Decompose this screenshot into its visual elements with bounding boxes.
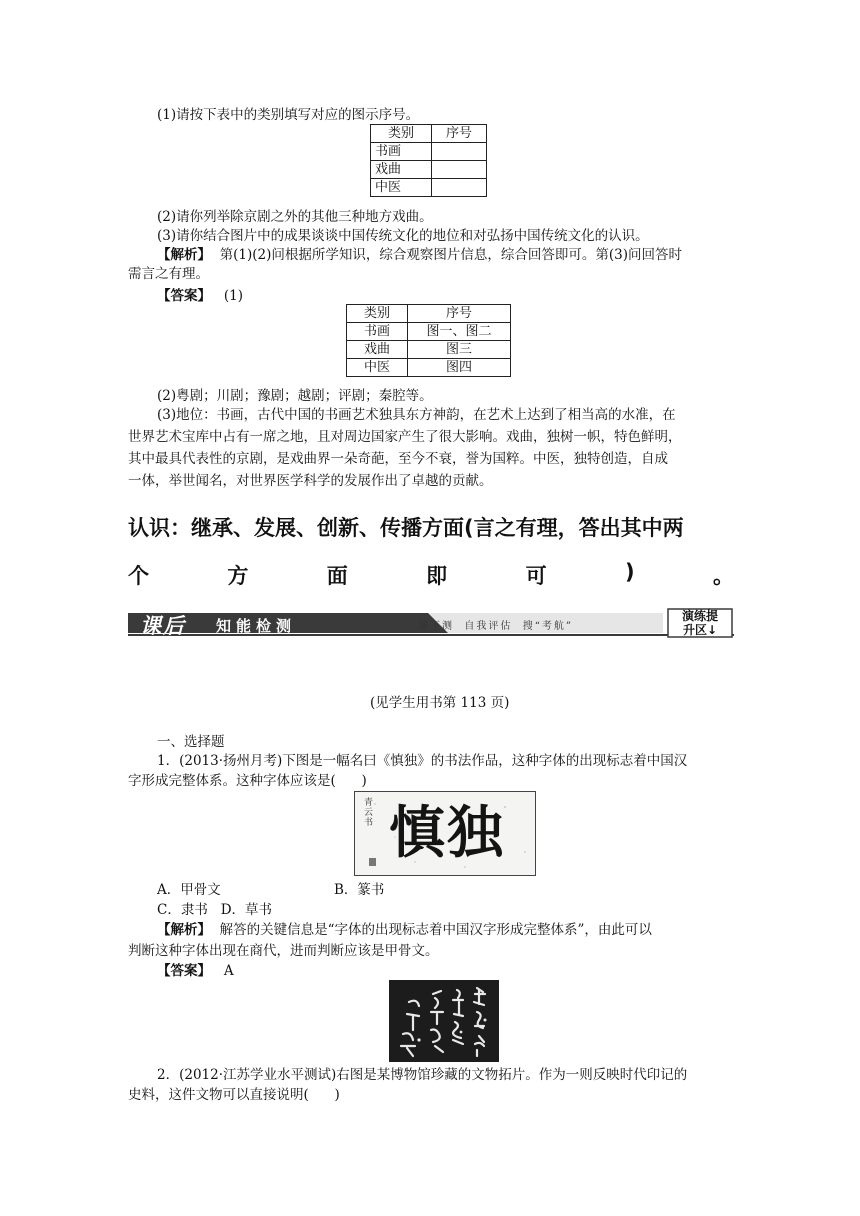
section-banner [128,607,734,639]
banner-title: 知能检测 [216,617,297,635]
banner-title-cursive: 课后 [140,613,186,638]
rubbing-strokes [389,980,499,1062]
table-cell: 图三 [408,341,511,359]
table-header: 序号 [432,125,487,143]
table-cell: 书画 [371,143,432,161]
answer-3-line: 其中最具代表性的京剧，是戏曲界一朵奇葩，至今不衰，誉为国粹。中医，独特创造，自成 [128,451,668,467]
down-arrow-icon: ↓ [706,623,718,637]
table-header: 类别 [347,305,408,323]
table-cell: 中医 [347,359,408,377]
analysis-label: 【解析】 [157,922,211,938]
table-cell: 书画 [347,323,408,341]
table-cell: 图四 [408,359,511,377]
table-header: 序号 [408,305,511,323]
analysis-text: 解答的关键信息是“字体的出现标志着中国汉字形成完整体系”，由此可以 [219,922,652,938]
analysis-text: 第(1)(2)问根据所学知识，综合观察图片信息，综合回答即可。第(3)问回答时 [219,247,682,263]
analysis-label: 【解析】 [157,247,211,263]
question-1-line: 字形成完整体系。这种字体应该是( ) [128,773,367,789]
answer-2: (2)粤剧；川剧；豫剧；越剧；评剧；秦腔等。 [157,388,433,404]
justified-char: 个 [128,564,149,588]
justified-char: 可 [525,564,547,588]
reference-note: (见学生用书第 113 页) [370,695,510,711]
calligraphy-image [354,791,536,876]
table-cell: 戏曲 [347,341,408,359]
table-header: 类别 [371,125,432,143]
answer-3-line: 世界艺术宝库中占有一席之地，且对周边国家产生了很大影响。戏曲，独树一帜，特色鲜明， [128,429,682,445]
table-cell [432,179,487,197]
options-c-d: C．隶书 D．草书 [157,902,273,918]
q2-prompt: (2)请你列举除京剧之外的其他三种地方戏曲。 [157,209,433,225]
calligraphy-inscription: 青云书 [364,798,374,828]
section-title: 一、选择题 [157,734,225,750]
analysis-1 [157,246,682,264]
justified-char: 。 [712,564,734,588]
q3-prompt: (3)请你结合图片中的成果谈谈中国传统文化的地位和对弘扬中国传统文化的认识。 [157,228,649,244]
analysis-2-cont: 判断这种字体出现在商代，进而判断应该是甲骨文。 [128,943,439,959]
answer-3-line: (3)地位：书画，古代中国的书画艺术独具东方神韵，在艺术上达到了相当高的水准，在 [157,407,676,423]
answer-prefix: (1) [223,288,243,304]
big-answer-line: 认识：继承、发展、创新、传播方面(言之有理，答出其中两 [128,516,684,540]
table-cell: 戏曲 [371,161,432,179]
justified-char: 方 [227,564,249,588]
justified-char: ) [624,560,635,584]
justified-char: 面 [326,564,348,588]
analysis-2 [157,921,652,939]
banner-box [668,609,732,637]
table-cell: 中医 [371,179,432,197]
option-a: A．甲骨文 [157,882,221,898]
banner-box-line: 演练提 [681,609,718,623]
question-1-line: 1．(2013·扬州月考)下图是一幅名曰《慎独》的书法作品，这种字体的出现标志着中国汉 [157,753,688,769]
rubbing-image [389,980,499,1062]
answer-1 [157,287,243,305]
answer-table-filled [346,304,511,377]
analysis-1-cont: 需言之有理。 [128,266,209,282]
table-cell [432,161,487,179]
banner-box-line: 升区 [682,623,707,637]
answer-label: 【答案】 [157,288,211,304]
big-answer-line-justified [128,560,734,590]
question-2-line: 史料，这件文物可以直接说明( ) [128,1087,340,1103]
answer-value: A [223,963,234,979]
q1-prompt: (1)请按下表中的类别填写对应的图示序号。 [157,107,420,123]
option-b: B．篆书 [334,882,385,898]
banner-subtitle: 课下测 自我评估 搜“考航” [418,621,573,632]
answer-table-blank [370,124,487,197]
calligraphy-characters: 慎独 [389,800,505,866]
justified-char: 即 [426,564,448,588]
question-2-line: 2．(2012·江苏学业水平测试)右图是某博物馆珍藏的文物拓片。作为一则反映时代印记的 [157,1067,688,1083]
table-cell: 图一、图二 [408,323,511,341]
answer-q1 [157,962,234,980]
table-cell [432,143,487,161]
answer-3-line: 一体，举世闻名，对世界医学科学的发展作出了卓越的贡献。 [128,473,493,489]
answer-label: 【答案】 [157,963,211,979]
